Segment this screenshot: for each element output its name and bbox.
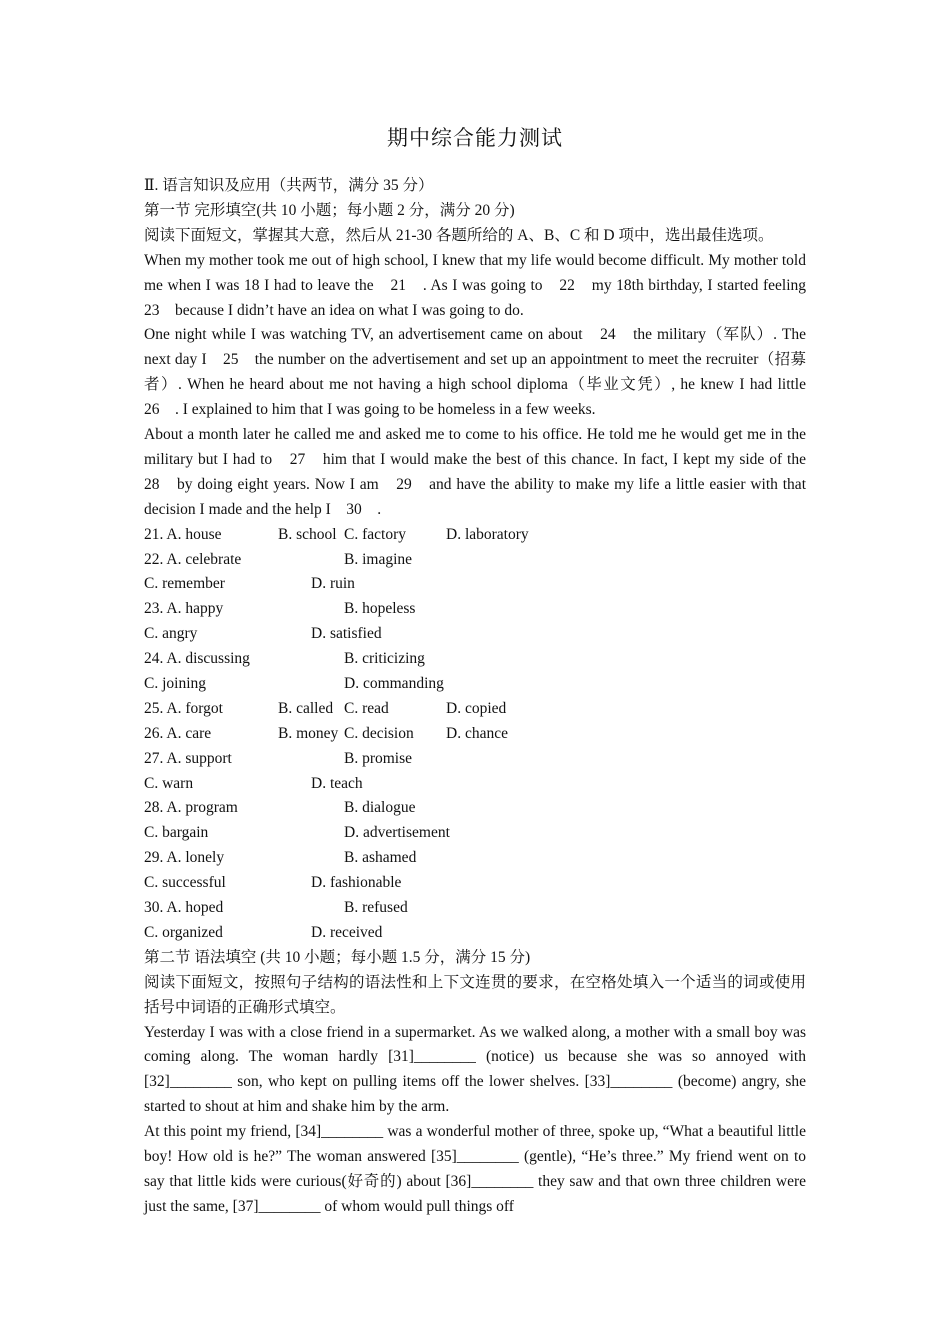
option-b: B. ashamed [344,849,417,867]
option-d: D. advertisement [344,824,450,842]
question-28-options-row2 [144,821,806,846]
option-c: C. bargain [144,824,209,842]
option-a: 27. A. support [144,749,232,767]
part1-heading: 第一节 完形填空(共 10 小题；每小题 2 分，满分 20 分) [144,201,515,219]
option-a: 30. A. hoped [144,899,224,917]
option-d: D. copied [446,699,507,717]
question-26-options [144,722,806,747]
question-25-options [144,697,806,722]
cloze-paragraph-3: About a month later he called me and asked me to come to his office. He told me he would get me in the military but I had to 27 him that I would make the best of this chance. In fact, I kept my side of the 28 by doing eight years. Now I am 29 and have the ability to make my life a little easier with that decision I made and the help I 30 . [144,426,822,518]
option-c: C. decision [344,724,414,742]
grammar-paragraph-2: At this point my friend, [34]________ was a wonderful mother of three, spoke up, “What a beautiful little boy! How old is he?” The woman answered [35]________ (gentle), “He’s three.” My friend went on to say that little kids were curious(好奇的) about [36]________ they saw and that own three children were just the same, [37]________ of whom would pull things off [144,1123,806,1215]
part2-heading: 第二节 语法填空 (共 10 小题；每小题 1.5 分，满分 15 分) [144,948,531,966]
option-d: D. commanding [344,675,444,693]
option-d: D. teach [311,774,363,792]
option-a: 25. A. forgot [144,699,223,717]
document-body [144,174,822,1220]
page-title: 期中综合能力测试 [387,126,563,150]
question-30-options-row1 [144,896,806,921]
option-c: C. joining [144,675,207,693]
part1-instruction: 阅读下面短文，掌握其大意，然后从 21-30 各题所给的 A、B、C 和 D 项中，选出最佳选项。 [144,226,774,244]
option-b: B. called [278,699,334,717]
option-a: 28. A. program [144,799,238,817]
option-a: 29. A. lonely [144,849,225,867]
option-b: B. imagine [344,550,413,568]
option-b: B. refused [344,899,408,917]
option-c: C. factory [344,525,406,543]
option-b: B. promise [344,749,413,767]
option-b: B. school [278,525,337,543]
question-22-options-row1 [144,548,806,573]
option-a: 23. A. happy [144,600,224,618]
option-a: 22. A. celebrate [144,550,242,568]
option-c: C. angry [144,625,198,643]
question-27-options-row2 [144,772,806,797]
option-a: 24. A. discussing [144,650,250,668]
option-d: D. chance [446,724,508,742]
option-d: D. received [311,923,383,941]
option-b: B. money [278,724,339,742]
section-heading: Ⅱ. 语言知识及应用（共两节，满分 35 分） [144,177,434,194]
option-b: B. hopeless [344,600,416,618]
question-21-options [144,523,806,548]
question-29-options-row1 [144,846,806,871]
cloze-paragraph-2: One night while I was watching TV, an advertisement came on about 24 the military（军队）. The next day I 25 the number on the advertisement and set up an appointment to meet the recruiter（招募者）. When he heard about me not having a high school diploma（毕业文凭）, he knew I had little 26 . I explained to him that I was going to be homeless in a few weeks. [144,326,822,419]
option-a: 26. A. care [144,724,212,742]
option-d: D. fashionable [311,874,402,892]
part2-instruction: 阅读下面短文，按照句子结构的语法性和上下文连贯的要求，在空格处填入一个适当的词或使用括号中词语的正确形式填空。 [144,973,806,1016]
question-23-options-row2 [144,622,806,647]
option-d: D. laboratory [446,525,529,543]
option-b: B. dialogue [344,799,416,817]
question-24-options-row1 [144,647,806,672]
question-24-options-row2 [144,672,806,697]
question-29-options-row2 [144,871,806,896]
option-d: D. ruin [311,575,355,593]
question-22-options-row2 [144,572,806,597]
option-c: C. remember [144,575,225,593]
cloze-paragraph-1: When my mother took me out of high school, I knew that my life would become difficult. My mother told me when I was 18 I had to leave the 21 . As I was going to 22 my 18th birthday, I started feeling 23 because I didn’t have an idea on what I was going to do. [144,251,822,319]
option-d: D. satisfied [311,625,382,643]
question-30-options-row2 [144,921,806,946]
option-b: B. criticizing [344,650,425,668]
option-c: C. warn [144,774,194,792]
question-27-options-row1 [144,747,806,772]
question-28-options-row1 [144,796,806,821]
option-c: C. read [344,699,389,717]
option-a: 21. A. house [144,525,222,543]
option-c: C. successful [144,874,226,892]
option-c: C. organized [144,923,223,941]
question-23-options-row1 [144,597,806,622]
grammar-paragraph-1: Yesterday I was with a close friend in a supermarket. As we walked along, a mother with a small boy was coming along. The woman hardly [31]________ (notice) us because she was so annoyed with [32]________ son, who kept on pulling items off the lower shelves. [33]________ (become) angry, she started to shout at him and shake him by the arm. [144,1023,806,1116]
